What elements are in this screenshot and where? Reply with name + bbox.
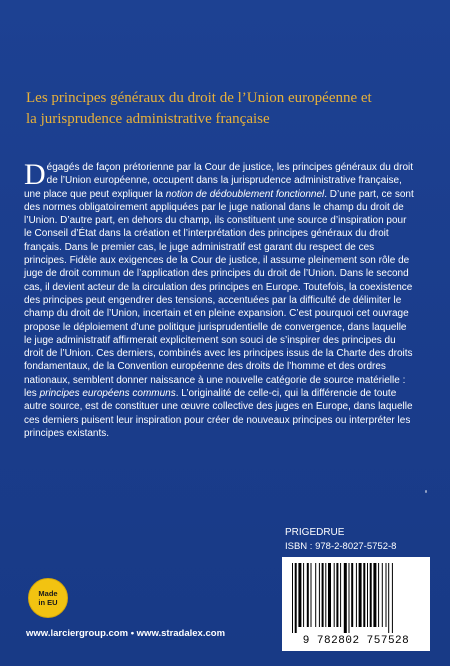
publisher-websites: www.larciergroup.com • www.stradalex.com	[26, 628, 226, 639]
summary-emphasis-2: principes européens communs	[39, 388, 176, 400]
barcode-bar	[311, 563, 312, 627]
barcode-bar	[370, 563, 372, 627]
book-summary	[24, 158, 414, 440]
summary-part-3: . L’originalité de celle-ci, qui la différencie de toute autre source, est de constituer une œuvre collective des juges en Europe, dans laquelle ces derniers puisent leur inspiration pour créer de nouveaux principes ou interpréter les principes existants.	[24, 388, 413, 439]
book-title-line-1: Les principes généraux du droit de l’Union européenne et	[26, 90, 372, 106]
barcode-bar	[328, 563, 331, 627]
badge-line-2: in EU	[38, 598, 58, 607]
book-title-line-2: la jurisprudence administrative française	[26, 111, 270, 127]
made-in-eu-badge	[28, 578, 68, 618]
barcode-bar	[382, 563, 383, 627]
barcode-bar	[336, 563, 338, 627]
barcode-bar	[386, 563, 387, 627]
barcode-bars	[290, 563, 422, 633]
barcode-bar	[356, 563, 357, 627]
drop-cap-letter: D	[24, 158, 46, 191]
barcode	[282, 557, 430, 651]
barcode-bar	[344, 563, 347, 633]
barcode-bar	[298, 563, 301, 627]
barcode-bar	[363, 563, 365, 627]
publisher-code: PRIGEDRUE	[285, 527, 345, 538]
isbn-number: ISBN : 978-2-8027-5752-8	[285, 541, 397, 552]
barcode-bar	[351, 563, 353, 627]
barcode-bar	[349, 563, 350, 633]
barcode-bar	[392, 563, 393, 633]
barcode-bar	[315, 563, 316, 627]
barcode-bar	[325, 563, 326, 627]
summary-emphasis-1: notion de dédoublement fonctionnel	[165, 188, 325, 200]
summary-part-2: . D’une part, ce sont des normes obligatoirement appliquées par le juge national dans le champ du droit de l’Union. D’autre part, en dehors du champ, ils constituent une source d’inspiration pour le Conseil d’État dans la création et l’interprétation des principes généraux du droit français. Dans le premier cas, le juge administratif est garant du respect de ces principes. Fidèle aux exigences de la Cour de justice, il assume pleinement son rôle de juge de droit commun de l’application des principes du droit de l’Union. Dans le second cas, il devient acteur de la circulation des principes en Europe. Toutefois, la coexistence des principes peut engendrer des tensions, accentuées par la difficulté de délimiter le champ du droit de l’Union, incertain et en pleine expansion. C’est pourquoi cet ouvrage propose le déploiement d’une politique jurisprudentielle de convergence, dans laquelle le juge administratif affirmerait explicitement son souci de s’inspirer des principes du droit de l’Union. Ces derniers, combinés avec les principes issus de la Charte des droits fondamentaux, de la Convention européenne des droits de l’homme et des ordres nationaux, semblent donner naissance à une nouvelle catégorie de source matérielle : les	[24, 188, 414, 400]
barcode-bar	[378, 563, 379, 627]
barcode-bar	[303, 563, 304, 627]
barcode-bar	[319, 563, 320, 627]
barcode-bar	[340, 563, 341, 627]
barcode-bar	[373, 563, 376, 627]
badge-line-1: Made	[38, 589, 58, 598]
barcode-bar	[367, 563, 368, 627]
barcode-bar	[292, 563, 293, 633]
book-title	[26, 88, 426, 130]
print-speck	[425, 490, 427, 493]
barcode-bar	[334, 563, 335, 627]
summary-part-1: égagés de façon prétorienne par la Cour de justice, les principes généraux du droit de l’Union européenne, occupent dans la jurisprudence administrative française, une place que peut expliquer la	[24, 162, 414, 200]
barcode-bar	[322, 563, 324, 627]
barcode-bar	[359, 563, 362, 627]
barcode-bar	[388, 563, 389, 633]
barcode-digits: 9 782802 757528	[302, 635, 410, 647]
barcode-bar	[295, 563, 297, 633]
barcode-bar	[307, 563, 309, 627]
